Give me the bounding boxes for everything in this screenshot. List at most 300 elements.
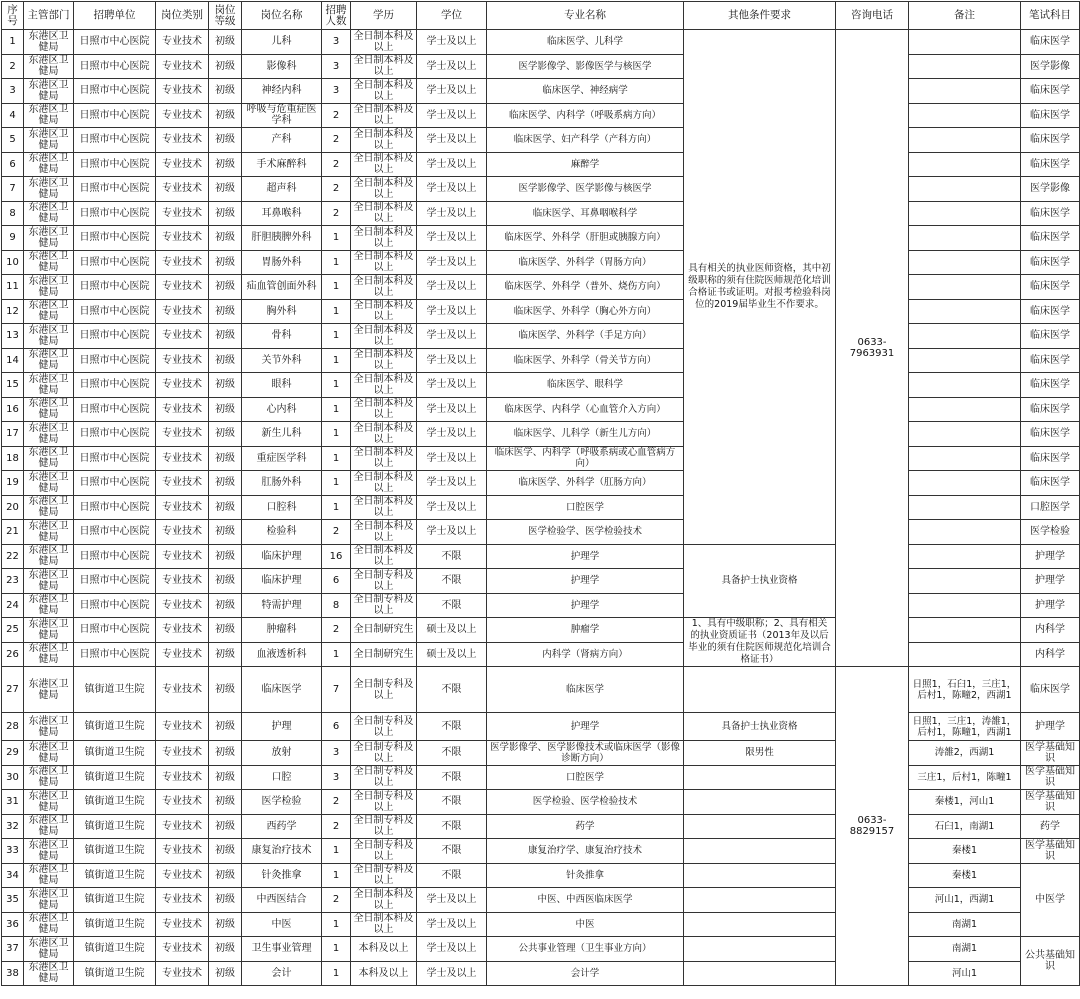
- dept-cell: 东港区卫健局: [24, 667, 74, 713]
- unit-cell: 日照市中心医院: [74, 544, 156, 569]
- education-cell: 全日制专科及以上: [351, 569, 417, 594]
- header-level: 岗位等级: [209, 2, 242, 30]
- post-name: 医学检验: [242, 790, 322, 815]
- degree-cell: 学士及以上: [417, 128, 487, 153]
- row-number: 22: [2, 544, 24, 569]
- table-row: [2, 618, 1080, 643]
- exam-cell: 临床医学: [1021, 79, 1080, 104]
- post-name: 耳鼻喉科: [242, 201, 322, 226]
- header-major: 专业名称: [487, 2, 684, 30]
- table-row: [2, 275, 1080, 300]
- header-education: 学历: [351, 2, 417, 30]
- table-row: [2, 888, 1080, 913]
- education-cell: 全日制专科及以上: [351, 593, 417, 618]
- hire-count: 16: [322, 544, 351, 569]
- education-cell: 全日制专科及以上: [351, 790, 417, 815]
- table-row: [2, 520, 1080, 545]
- degree-cell: 不限: [417, 863, 487, 888]
- unit-cell: 日照市中心医院: [74, 152, 156, 177]
- category-cell: 专业技术: [156, 348, 209, 373]
- major-cell: 医学影像学、影像医学与核医学: [487, 54, 684, 79]
- exam-cell: 临床医学: [1021, 103, 1080, 128]
- header-degree: 学位: [417, 2, 487, 30]
- category-cell: 专业技术: [156, 642, 209, 667]
- header-exam: 笔试科目: [1021, 2, 1080, 30]
- header-dept: 主管部门: [24, 2, 74, 30]
- category-cell: 专业技术: [156, 54, 209, 79]
- exam-tcm: 中医学: [1021, 863, 1080, 937]
- row-number: 3: [2, 79, 24, 104]
- degree-cell: 不限: [417, 814, 487, 839]
- level-cell: 初级: [209, 103, 242, 128]
- hire-count: 7: [322, 667, 351, 713]
- dept-cell: 东港区卫健局: [24, 790, 74, 815]
- education-cell: 全日制本科及以上: [351, 397, 417, 422]
- degree-cell: 学士及以上: [417, 201, 487, 226]
- education-cell: 本科及以上: [351, 937, 417, 962]
- education-cell: 全日制本科及以上: [351, 54, 417, 79]
- note-cell: [909, 30, 1021, 55]
- exam-cell: 临床医学: [1021, 299, 1080, 324]
- category-cell: 专业技术: [156, 422, 209, 447]
- exam-public-knowledge: 公共基础知识: [1021, 937, 1080, 986]
- exam-cell: 医学基础知识: [1021, 741, 1080, 766]
- note-cell: 三庄1，后村1，陈疃1: [909, 765, 1021, 790]
- level-cell: 初级: [209, 324, 242, 349]
- table-row: [2, 299, 1080, 324]
- hire-count: 3: [322, 54, 351, 79]
- exam-cell: 内科学: [1021, 642, 1080, 667]
- requirements-empty: [684, 863, 836, 888]
- major-cell: 临床医学、外科学（胃肠方向）: [487, 250, 684, 275]
- exam-cell: 临床医学: [1021, 30, 1080, 55]
- level-cell: 初级: [209, 569, 242, 594]
- level-cell: 初级: [209, 888, 242, 913]
- major-cell: 护理学: [487, 713, 684, 741]
- table-row: [2, 397, 1080, 422]
- table-row: [2, 790, 1080, 815]
- exam-cell: 临床医学: [1021, 250, 1080, 275]
- table-row: [2, 373, 1080, 398]
- education-cell: 全日制本科及以上: [351, 152, 417, 177]
- table-row: [2, 54, 1080, 79]
- post-name: 特需护理: [242, 593, 322, 618]
- unit-cell: 日照市中心医院: [74, 348, 156, 373]
- dept-cell: 东港区卫健局: [24, 177, 74, 202]
- hire-count: 1: [322, 495, 351, 520]
- degree-cell: 学士及以上: [417, 373, 487, 398]
- level-cell: 初级: [209, 275, 242, 300]
- hire-count: 2: [322, 177, 351, 202]
- dept-cell: 东港区卫健局: [24, 520, 74, 545]
- dept-cell: 东港区卫健局: [24, 103, 74, 128]
- row-number: 36: [2, 912, 24, 937]
- education-cell: 全日制本科及以上: [351, 128, 417, 153]
- note-cell: 秦楼1，河山1: [909, 790, 1021, 815]
- degree-cell: 不限: [417, 667, 487, 713]
- exam-cell: 临床医学: [1021, 275, 1080, 300]
- exam-cell: 临床医学: [1021, 128, 1080, 153]
- header-no: 序号: [2, 2, 24, 30]
- category-cell: 专业技术: [156, 593, 209, 618]
- education-cell: 全日制本科及以上: [351, 226, 417, 251]
- level-cell: 初级: [209, 765, 242, 790]
- row-number: 24: [2, 593, 24, 618]
- post-name: 西药学: [242, 814, 322, 839]
- requirements-nursing: 具备护士执业资格: [684, 544, 836, 618]
- unit-cell: 日照市中心医院: [74, 103, 156, 128]
- row-number: 5: [2, 128, 24, 153]
- post-name: 中医: [242, 912, 322, 937]
- degree-cell: 学士及以上: [417, 520, 487, 545]
- row-number: 30: [2, 765, 24, 790]
- degree-cell: 学士及以上: [417, 397, 487, 422]
- level-cell: 初级: [209, 642, 242, 667]
- exam-cell: 护理学: [1021, 544, 1080, 569]
- level-cell: 初级: [209, 741, 242, 766]
- level-cell: 初级: [209, 814, 242, 839]
- note-cell: [909, 54, 1021, 79]
- level-cell: 初级: [209, 713, 242, 741]
- degree-cell: 学士及以上: [417, 348, 487, 373]
- education-cell: 全日制本科及以上: [351, 446, 417, 471]
- hire-count: 1: [322, 226, 351, 251]
- degree-cell: 不限: [417, 713, 487, 741]
- table-row: [2, 814, 1080, 839]
- level-cell: 初级: [209, 667, 242, 713]
- category-cell: 专业技术: [156, 741, 209, 766]
- degree-cell: 学士及以上: [417, 324, 487, 349]
- dept-cell: 东港区卫健局: [24, 961, 74, 986]
- post-name: 手术麻醉科: [242, 152, 322, 177]
- hire-count: 1: [322, 348, 351, 373]
- post-name: 放射: [242, 741, 322, 766]
- post-name: 肛肠外科: [242, 471, 322, 496]
- dept-cell: 东港区卫健局: [24, 888, 74, 913]
- hire-count: 2: [322, 814, 351, 839]
- hire-count: 1: [322, 397, 351, 422]
- row-number: 19: [2, 471, 24, 496]
- post-name: 胃肠外科: [242, 250, 322, 275]
- hire-count: 1: [322, 324, 351, 349]
- major-cell: 医学检验、医学检验技术: [487, 790, 684, 815]
- level-cell: 初级: [209, 54, 242, 79]
- hire-count: 6: [322, 713, 351, 741]
- exam-cell: 医学影像: [1021, 177, 1080, 202]
- post-name: 儿科: [242, 30, 322, 55]
- hire-count: 1: [322, 373, 351, 398]
- exam-cell: 医学检验: [1021, 520, 1080, 545]
- requirements-empty: [684, 839, 836, 864]
- category-cell: 专业技术: [156, 471, 209, 496]
- level-cell: 初级: [209, 201, 242, 226]
- unit-cell: 镇街道卫生院: [74, 713, 156, 741]
- unit-cell: 日照市中心医院: [74, 373, 156, 398]
- education-cell: 全日制本科及以上: [351, 373, 417, 398]
- dept-cell: 东港区卫健局: [24, 713, 74, 741]
- requirements-doctors: 具有相关的执业医师资格，其中初级职称的须有住院医师规范化培训合格证书或证明。对报考检验科岗位的2019届毕业生不作要求。: [684, 30, 836, 545]
- degree-cell: 学士及以上: [417, 495, 487, 520]
- table-row: [2, 446, 1080, 471]
- category-cell: 专业技术: [156, 520, 209, 545]
- unit-cell: 镇街道卫生院: [74, 912, 156, 937]
- education-cell: 全日制本科及以上: [351, 177, 417, 202]
- category-cell: 专业技术: [156, 618, 209, 643]
- degree-cell: 学士及以上: [417, 79, 487, 104]
- note-cell: 日照1，三庄1，涛雒1，后村1，陈疃1，西湖1: [909, 713, 1021, 741]
- level-cell: 初级: [209, 520, 242, 545]
- degree-cell: 学士及以上: [417, 471, 487, 496]
- note-cell: [909, 324, 1021, 349]
- education-cell: 全日制本科及以上: [351, 912, 417, 937]
- degree-cell: 学士及以上: [417, 54, 487, 79]
- education-cell: 全日制本科及以上: [351, 275, 417, 300]
- dept-cell: 东港区卫健局: [24, 765, 74, 790]
- row-number: 20: [2, 495, 24, 520]
- education-cell: 全日制研究生: [351, 642, 417, 667]
- post-name: 肝胆胰脾外科: [242, 226, 322, 251]
- category-cell: 专业技术: [156, 888, 209, 913]
- table-row: [2, 937, 1080, 962]
- dept-cell: 东港区卫健局: [24, 348, 74, 373]
- major-cell: 临床医学、内科学（呼吸系病方向）: [487, 103, 684, 128]
- dept-cell: 东港区卫健局: [24, 741, 74, 766]
- table-row: [2, 30, 1080, 55]
- table-row: [2, 544, 1080, 569]
- note-cell: 石臼1，南湖1: [909, 814, 1021, 839]
- major-cell: 肿瘤学: [487, 618, 684, 643]
- category-cell: 专业技术: [156, 713, 209, 741]
- level-cell: 初级: [209, 593, 242, 618]
- row-number: 9: [2, 226, 24, 251]
- table-row: [2, 667, 1080, 713]
- major-cell: 医学影像学、医学影像技术或临床医学（影像诊断方向）: [487, 741, 684, 766]
- unit-cell: 日照市中心医院: [74, 250, 156, 275]
- category-cell: 专业技术: [156, 152, 209, 177]
- post-name: 疝血管创面外科: [242, 275, 322, 300]
- unit-cell: 日照市中心医院: [74, 569, 156, 594]
- post-name: 口腔: [242, 765, 322, 790]
- degree-cell: 学士及以上: [417, 912, 487, 937]
- post-name: 产科: [242, 128, 322, 153]
- level-cell: 初级: [209, 128, 242, 153]
- category-cell: 专业技术: [156, 201, 209, 226]
- level-cell: 初级: [209, 177, 242, 202]
- dept-cell: 东港区卫健局: [24, 863, 74, 888]
- category-cell: 专业技术: [156, 961, 209, 986]
- unit-cell: 日照市中心医院: [74, 201, 156, 226]
- dept-cell: 东港区卫健局: [24, 642, 74, 667]
- unit-cell: 镇街道卫生院: [74, 765, 156, 790]
- education-cell: 全日制本科及以上: [351, 201, 417, 226]
- level-cell: 初级: [209, 30, 242, 55]
- post-name: 卫生事业管理: [242, 937, 322, 962]
- post-name: 康复治疗技术: [242, 839, 322, 864]
- table-row: [2, 422, 1080, 447]
- header-note: 备注: [909, 2, 1021, 30]
- post-name: 针灸推拿: [242, 863, 322, 888]
- row-number: 34: [2, 863, 24, 888]
- major-cell: 中医、中西医临床医学: [487, 888, 684, 913]
- note-cell: [909, 226, 1021, 251]
- major-cell: 内科学（肾病方向）: [487, 642, 684, 667]
- note-cell: 河山1: [909, 961, 1021, 986]
- header-unit: 招聘单位: [74, 2, 156, 30]
- degree-cell: 硕士及以上: [417, 618, 487, 643]
- hire-count: 3: [322, 30, 351, 55]
- note-cell: [909, 128, 1021, 153]
- note-cell: [909, 471, 1021, 496]
- unit-cell: 日照市中心医院: [74, 422, 156, 447]
- major-cell: 临床医学、神经病学: [487, 79, 684, 104]
- hire-count: 2: [322, 520, 351, 545]
- row-number: 10: [2, 250, 24, 275]
- table-row: [2, 741, 1080, 766]
- degree-cell: 不限: [417, 544, 487, 569]
- level-cell: 初级: [209, 471, 242, 496]
- row-number: 12: [2, 299, 24, 324]
- row-number: 25: [2, 618, 24, 643]
- hire-count: 2: [322, 888, 351, 913]
- header-phone: 咨询电话: [836, 2, 909, 30]
- dept-cell: 东港区卫健局: [24, 912, 74, 937]
- unit-cell: 日照市中心医院: [74, 471, 156, 496]
- dept-cell: 东港区卫健局: [24, 250, 74, 275]
- dept-cell: 东港区卫健局: [24, 814, 74, 839]
- table-row: [2, 103, 1080, 128]
- post-name: 骨科: [242, 324, 322, 349]
- major-cell: 护理学: [487, 593, 684, 618]
- table-row: [2, 348, 1080, 373]
- category-cell: 专业技术: [156, 790, 209, 815]
- note-cell: 日照1，石臼1，三庄1，后村1，陈疃2，西湖1: [909, 667, 1021, 713]
- level-cell: 初级: [209, 839, 242, 864]
- major-cell: 临床医学、外科学（普外、烧伤方向）: [487, 275, 684, 300]
- post-name: 眼科: [242, 373, 322, 398]
- note-cell: [909, 495, 1021, 520]
- dept-cell: 东港区卫健局: [24, 54, 74, 79]
- note-cell: 秦楼1: [909, 839, 1021, 864]
- category-cell: 专业技术: [156, 373, 209, 398]
- hire-count: 1: [322, 422, 351, 447]
- post-name: 胸外科: [242, 299, 322, 324]
- major-cell: 麻醉学: [487, 152, 684, 177]
- note-cell: [909, 544, 1021, 569]
- degree-cell: 学士及以上: [417, 888, 487, 913]
- row-number: 23: [2, 569, 24, 594]
- level-cell: 初级: [209, 250, 242, 275]
- dept-cell: 东港区卫健局: [24, 937, 74, 962]
- dept-cell: 东港区卫健局: [24, 839, 74, 864]
- major-cell: 护理学: [487, 569, 684, 594]
- degree-cell: 学士及以上: [417, 299, 487, 324]
- level-cell: 初级: [209, 961, 242, 986]
- major-cell: 公共事业管理（卫生事业方向）: [487, 937, 684, 962]
- degree-cell: 不限: [417, 569, 487, 594]
- degree-cell: 不限: [417, 593, 487, 618]
- note-cell: [909, 618, 1021, 643]
- unit-cell: 镇街道卫生院: [74, 741, 156, 766]
- category-cell: 专业技术: [156, 250, 209, 275]
- table-row: [2, 226, 1080, 251]
- dept-cell: 东港区卫健局: [24, 128, 74, 153]
- unit-cell: 镇街道卫生院: [74, 937, 156, 962]
- degree-cell: 学士及以上: [417, 103, 487, 128]
- level-cell: 初级: [209, 79, 242, 104]
- dept-cell: 东港区卫健局: [24, 324, 74, 349]
- major-cell: 医学检验学、医学检验技术: [487, 520, 684, 545]
- exam-cell: 医学基础知识: [1021, 765, 1080, 790]
- category-cell: 专业技术: [156, 569, 209, 594]
- requirements-empty: [684, 912, 836, 937]
- table-row: [2, 201, 1080, 226]
- education-cell: 全日制本科及以上: [351, 422, 417, 447]
- education-cell: 全日制本科及以上: [351, 520, 417, 545]
- degree-cell: 学士及以上: [417, 422, 487, 447]
- unit-cell: 日照市中心医院: [74, 642, 156, 667]
- table-row: [2, 324, 1080, 349]
- category-cell: 专业技术: [156, 912, 209, 937]
- table-row: [2, 152, 1080, 177]
- level-cell: 初级: [209, 863, 242, 888]
- header-category: 岗位类别: [156, 2, 209, 30]
- exam-cell: 临床医学: [1021, 397, 1080, 422]
- hire-count: 1: [322, 961, 351, 986]
- category-cell: 专业技术: [156, 299, 209, 324]
- major-cell: 护理学: [487, 544, 684, 569]
- level-cell: 初级: [209, 937, 242, 962]
- category-cell: 专业技术: [156, 765, 209, 790]
- education-cell: 全日制专科及以上: [351, 863, 417, 888]
- major-cell: 临床医学、耳鼻咽喉科学: [487, 201, 684, 226]
- education-cell: 全日制本科及以上: [351, 79, 417, 104]
- level-cell: 初级: [209, 348, 242, 373]
- row-number: 4: [2, 103, 24, 128]
- hire-count: 1: [322, 839, 351, 864]
- category-cell: 专业技术: [156, 324, 209, 349]
- hire-count: 2: [322, 152, 351, 177]
- exam-cell: 临床医学: [1021, 422, 1080, 447]
- post-name: 神经内科: [242, 79, 322, 104]
- phone-central-hospital: 0633-7963931: [836, 30, 909, 667]
- note-cell: [909, 250, 1021, 275]
- note-cell: [909, 177, 1021, 202]
- note-cell: [909, 275, 1021, 300]
- note-cell: [909, 103, 1021, 128]
- unit-cell: 镇街道卫生院: [74, 863, 156, 888]
- row-number: 6: [2, 152, 24, 177]
- post-name: 检验科: [242, 520, 322, 545]
- major-cell: 医学影像学、医学影像与核医学: [487, 177, 684, 202]
- row-number: 14: [2, 348, 24, 373]
- major-cell: 临床医学、外科学（骨关节方向）: [487, 348, 684, 373]
- level-cell: 初级: [209, 790, 242, 815]
- education-cell: 全日制专科及以上: [351, 814, 417, 839]
- unit-cell: 镇街道卫生院: [74, 888, 156, 913]
- recruitment-table: [1, 1, 1080, 986]
- hire-count: 3: [322, 765, 351, 790]
- note-cell: [909, 593, 1021, 618]
- degree-cell: 学士及以上: [417, 446, 487, 471]
- hire-count: 1: [322, 912, 351, 937]
- row-number: 35: [2, 888, 24, 913]
- degree-cell: 学士及以上: [417, 152, 487, 177]
- row-number: 33: [2, 839, 24, 864]
- education-cell: 全日制本科及以上: [351, 30, 417, 55]
- unit-cell: 日照市中心医院: [74, 226, 156, 251]
- dept-cell: 东港区卫健局: [24, 569, 74, 594]
- unit-cell: 镇街道卫生院: [74, 961, 156, 986]
